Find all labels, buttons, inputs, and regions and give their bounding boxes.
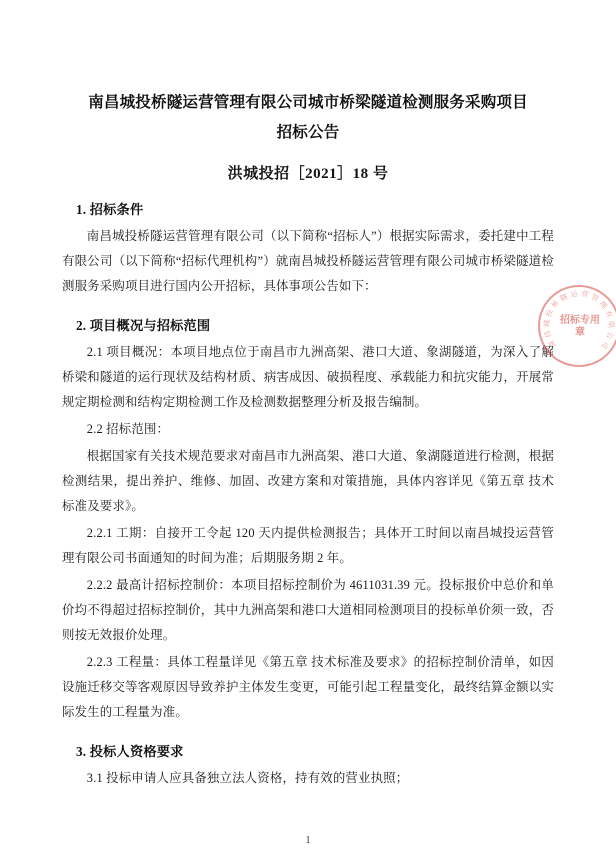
title-line-2: 招标公告	[276, 124, 340, 141]
section-招标条件	[62, 199, 554, 299]
title-line-1: 南昌城投桥隧运营管理有限公司城市桥梁隧道检测服务采购项目	[88, 94, 528, 111]
paragraph: 2.1 项目概况：本项目地点位于南昌市九洲高架、港口大道、象湖隧道，为深入了解桥梁和隧道的运行现状及结构材质、病害成因、破损程度、承载能力和抗灾能力，开展常规定期检测和结构定期检测工作及检测数据整理分析及报告编制。	[62, 345, 554, 409]
section-heading: 3. 投标人资格要求	[76, 744, 184, 759]
paragraph: 3.1 投标申请人应具备独立法人资格，持有效的营业执照；	[86, 771, 409, 785]
document-number: 洪城投招［2021］18 号	[227, 166, 389, 182]
section-heading: 2. 项目概况与招标范围	[76, 318, 211, 333]
seal-arc-text: 南 昌 城 投 桥 隧 运 营 管 理 有 限 公 司	[542, 289, 616, 350]
section-项目概况与招标范围	[62, 315, 554, 725]
paragraph: 2.2.3 工程量：具体工程量详见《第五章 技术标准及要求》的招标控制价清单，如因设施迁移交等客观原因导致养护主体发生变更，可能引起工程量变化，最终结算金额以实际发生的工程量为准。	[62, 655, 554, 719]
paragraph: 根据国家有关技术规范要求对南昌市九洲高架、港口大道、象湖隧道进行检测，根据检测结果，提出养护、维修、加固、改建方案和对策措施，具体内容详见《第五章 技术标准及要求》。	[62, 449, 554, 513]
section-投标人资格要求	[62, 741, 554, 791]
paragraph: 南昌城投桥隧运营管理有限公司（以下简称“招标人”）根据实际需求，委托建中工程有限公司（以下简称“招标代理机构”）就南昌城投桥隧运营管理有限公司城市桥梁隧道检测服务采购项目进行国内公开招标，具体事项公告如下：	[62, 229, 554, 293]
paragraph: 2.2 招标范围：	[86, 422, 170, 436]
paragraph: 2.2.2 最高计招标控制价：本项目招标控制价为 4611031.39 元。投标报价中总价和单价均不得超过招标控制价，其中九洲高架和港口大道相同检测项目的投标单价须一致，否则按无效报价处理。	[62, 578, 554, 642]
section-heading: 1. 招标条件	[76, 202, 144, 217]
page-number: 1	[305, 835, 311, 846]
seal-center-text: 招标专用章	[560, 315, 600, 338]
page-content	[62, 60, 554, 820]
paragraph: 2.2.1 工期：自接开工令起 120 天内提供检测报告；具体开工时间以南昌城投运营管理有限公司书面通知的时间为准；后期服务期 2 年。	[62, 526, 554, 565]
page-title	[62, 88, 554, 148]
